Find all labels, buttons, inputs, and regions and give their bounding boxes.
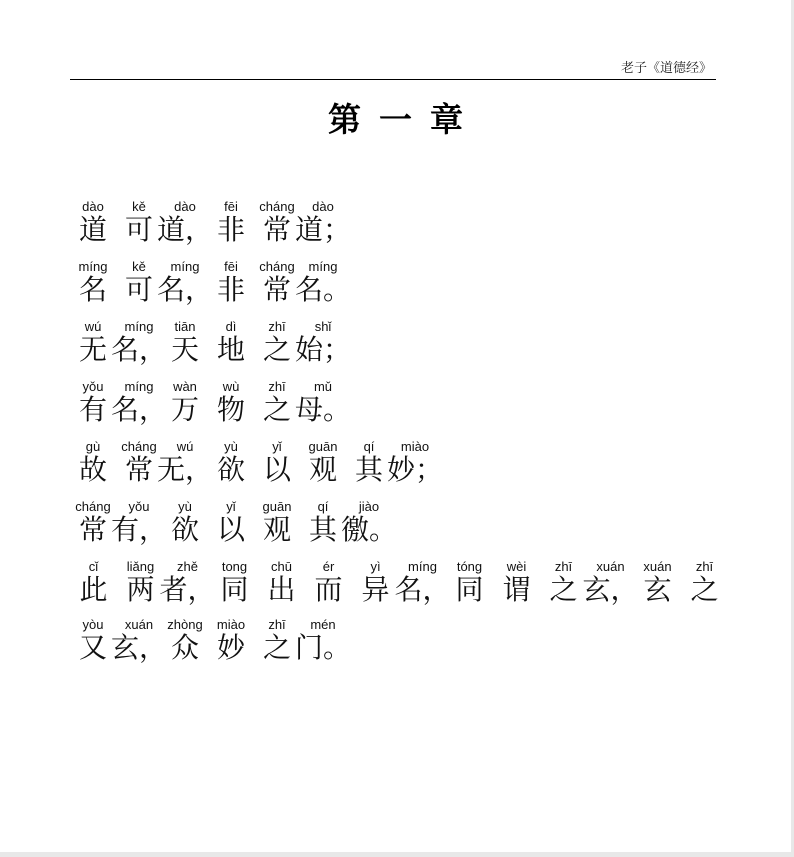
char-cell — [70, 558, 117, 607]
char-cell — [582, 558, 639, 607]
char-cell — [540, 558, 587, 607]
char-cell — [162, 318, 208, 367]
pinyin: miào — [400, 439, 430, 454]
char-cell — [211, 558, 258, 607]
char-cell — [258, 558, 305, 607]
char-cell — [111, 498, 168, 547]
hanzi: 无 — [78, 333, 107, 366]
hanzi: 之 — [262, 631, 291, 664]
char-cell — [254, 198, 300, 247]
pinyin: dào — [174, 199, 196, 214]
pinyin: kě — [132, 199, 146, 214]
char-cell — [70, 258, 116, 307]
pinyin: wèi — [506, 559, 527, 574]
pinyin: yǒu — [82, 379, 104, 394]
pinyin: míng — [78, 259, 108, 274]
pinyin: mǔ — [313, 379, 333, 394]
pinyin: xuán — [643, 559, 672, 574]
pinyin: jiào — [358, 499, 380, 514]
pinyin: wàn — [173, 379, 197, 394]
char-cell — [254, 378, 300, 427]
char-cell — [111, 318, 168, 367]
pinyin: cháng — [75, 499, 111, 514]
hanzi: 欲 — [170, 513, 199, 546]
pinyin: zhī — [695, 559, 714, 574]
pinyin: chū — [271, 559, 292, 574]
pinyin: yǒu — [128, 499, 150, 514]
pinyin: dào — [312, 199, 334, 214]
verse-line — [70, 547, 730, 607]
char-cell — [208, 198, 254, 247]
book-title: 老子《道德经》 — [620, 61, 712, 76]
pinyin: míng — [308, 259, 338, 274]
pinyin: mén — [310, 617, 336, 632]
pinyin: cǐ — [88, 559, 99, 574]
pinyin: fēi — [224, 259, 238, 274]
char-cell — [70, 378, 116, 427]
char-cell — [295, 616, 352, 665]
pinyin: qí — [363, 439, 375, 454]
pinyin: yù — [178, 499, 192, 514]
char-cell — [305, 558, 352, 607]
hanzi: 母。 — [295, 393, 352, 426]
hanzi: 其 — [354, 453, 383, 486]
hanzi: 常 — [124, 453, 153, 486]
pinyin: cháng — [121, 439, 157, 454]
pinyin: tong — [221, 559, 248, 574]
hanzi: 常 — [262, 273, 291, 306]
hanzi: 可 — [124, 213, 153, 246]
page-bottom-edge — [0, 852, 794, 857]
hanzi: 又 — [78, 631, 107, 664]
hanzi: 可 — [124, 273, 153, 306]
hanzi: 出 — [267, 573, 296, 606]
char-cell — [295, 258, 352, 307]
char-cell — [300, 498, 346, 547]
pinyin: yǐ — [226, 499, 236, 514]
char-cell — [295, 378, 352, 427]
char-cell — [493, 558, 540, 607]
char-cell — [254, 258, 300, 307]
hanzi: 之 — [262, 393, 291, 426]
verse-line — [70, 427, 730, 487]
pinyin: ér — [322, 559, 335, 574]
scripture-text — [70, 187, 730, 665]
hanzi: 此 — [79, 573, 108, 606]
pinyin: kě — [132, 259, 146, 274]
hanzi: 名 — [78, 273, 107, 306]
hanzi: 名， — [157, 273, 214, 306]
char-cell — [70, 498, 116, 547]
char-cell — [157, 258, 214, 307]
pinyin: míng — [124, 319, 154, 334]
pinyin: wú — [84, 319, 102, 334]
char-cell — [208, 438, 254, 487]
verse-line — [70, 607, 730, 665]
hanzi: 常 — [262, 213, 291, 246]
char-cell — [208, 258, 254, 307]
pinyin: guān — [308, 439, 338, 454]
pinyin: wú — [176, 439, 194, 454]
hanzi: 之 — [262, 333, 291, 366]
pinyin: cháng — [259, 259, 295, 274]
char-cell — [295, 198, 352, 247]
char-cell — [70, 198, 116, 247]
hanzi: 其 — [308, 513, 337, 546]
char-cell — [446, 558, 493, 607]
char-cell — [70, 318, 116, 367]
pinyin: xuán — [124, 617, 154, 632]
char-cell — [159, 558, 216, 607]
hanzi: 同 — [220, 573, 249, 606]
char-cell — [162, 378, 208, 427]
char-cell — [157, 438, 214, 487]
pinyin: yòu — [82, 617, 104, 632]
char-cell — [295, 318, 352, 367]
char-cell — [208, 318, 254, 367]
verse-line — [70, 307, 730, 367]
hanzi: 欲 — [216, 453, 245, 486]
char-cell — [634, 558, 681, 607]
hanzi: 名。 — [295, 273, 352, 306]
hanzi: 之 — [549, 573, 578, 606]
pinyin: míng — [408, 559, 437, 574]
pinyin: dào — [82, 199, 104, 214]
pinyin: tiān — [174, 319, 196, 334]
char-cell — [70, 438, 116, 487]
char-cell — [387, 438, 444, 487]
hanzi: 之 — [690, 573, 719, 606]
pinyin: fēi — [224, 199, 238, 214]
pinyin: míng — [170, 259, 200, 274]
char-cell — [341, 498, 398, 547]
hanzi: 而 — [314, 573, 343, 606]
hanzi: 名， — [111, 333, 168, 366]
char-cell — [111, 378, 168, 427]
hanzi: 名， — [394, 573, 451, 606]
char-cell — [117, 558, 164, 607]
hanzi: 万 — [170, 393, 199, 426]
pinyin: guān — [262, 499, 292, 514]
char-cell — [116, 258, 162, 307]
hanzi: 者， — [159, 573, 216, 606]
hanzi: 常 — [78, 513, 107, 546]
hanzi: 徼。 — [341, 513, 398, 546]
hanzi: 众 — [170, 631, 199, 664]
pinyin: gù — [85, 439, 101, 454]
hanzi: 玄 — [643, 573, 672, 606]
pinyin: yì — [370, 559, 381, 574]
pinyin: zhī — [268, 379, 286, 394]
pinyin: míng — [124, 379, 154, 394]
pinyin: cháng — [259, 199, 295, 214]
hanzi: 两 — [126, 573, 155, 606]
verse-line — [70, 487, 730, 547]
verse-line — [70, 367, 730, 427]
hanzi: 门。 — [295, 631, 352, 664]
char-cell — [352, 558, 399, 607]
pinyin: shǐ — [314, 319, 332, 334]
char-cell — [394, 558, 451, 607]
char-cell — [208, 498, 254, 547]
hanzi: 非 — [216, 273, 245, 306]
char-cell — [162, 498, 208, 547]
char-cell — [300, 438, 346, 487]
hanzi: 道， — [157, 213, 214, 246]
char-cell — [116, 198, 162, 247]
hanzi: 异 — [361, 573, 390, 606]
pinyin: dì — [225, 319, 237, 334]
hanzi: 故 — [78, 453, 107, 486]
char-cell — [254, 616, 300, 665]
hanzi: 非 — [216, 213, 245, 246]
hanzi: 以 — [216, 513, 245, 546]
hanzi: 玄， — [582, 573, 639, 606]
char-cell — [208, 378, 254, 427]
pinyin: miào — [216, 617, 246, 632]
char-cell — [681, 558, 728, 607]
hanzi: 道 — [78, 213, 107, 246]
hanzi: 观 — [308, 453, 337, 486]
hanzi: 始； — [295, 333, 352, 366]
verse-line — [70, 247, 730, 307]
hanzi: 天 — [170, 333, 199, 366]
hanzi: 谓 — [502, 573, 531, 606]
char-cell — [70, 616, 116, 665]
hanzi: 名， — [111, 393, 168, 426]
pinyin: liǎng — [126, 559, 155, 574]
char-cell — [254, 318, 300, 367]
char-cell — [254, 438, 300, 487]
char-cell — [162, 616, 208, 665]
char-cell — [116, 438, 162, 487]
pinyin: qí — [317, 499, 329, 514]
pinyin: wù — [222, 379, 240, 394]
pinyin: yù — [224, 439, 238, 454]
chapter-title: 第一章 — [328, 100, 481, 139]
pinyin: zhòng — [167, 617, 203, 632]
char-cell — [254, 498, 300, 547]
running-header — [70, 58, 716, 80]
pinyin: yǐ — [272, 439, 282, 454]
char-cell — [346, 438, 392, 487]
hanzi: 道； — [295, 213, 352, 246]
verse-line — [70, 187, 730, 247]
pinyin: xuán — [596, 559, 625, 574]
hanzi: 有 — [78, 393, 107, 426]
char-cell — [208, 616, 254, 665]
hanzi: 玄， — [111, 631, 168, 664]
pinyin: zhī — [554, 559, 573, 574]
hanzi: 以 — [262, 453, 291, 486]
char-cell — [157, 198, 214, 247]
pinyin: zhī — [268, 617, 286, 632]
char-cell — [111, 616, 168, 665]
hanzi: 观 — [262, 513, 291, 546]
hanzi: 物 — [216, 393, 245, 426]
hanzi: 有， — [111, 513, 168, 546]
hanzi: 妙； — [387, 453, 444, 486]
hanzi: 妙 — [216, 631, 245, 664]
hanzi: 地 — [216, 333, 245, 366]
hanzi: 同 — [455, 573, 484, 606]
pinyin: zhě — [177, 559, 198, 574]
pinyin: tóng — [456, 559, 483, 574]
hanzi: 无， — [157, 453, 214, 486]
pinyin: zhī — [268, 319, 286, 334]
